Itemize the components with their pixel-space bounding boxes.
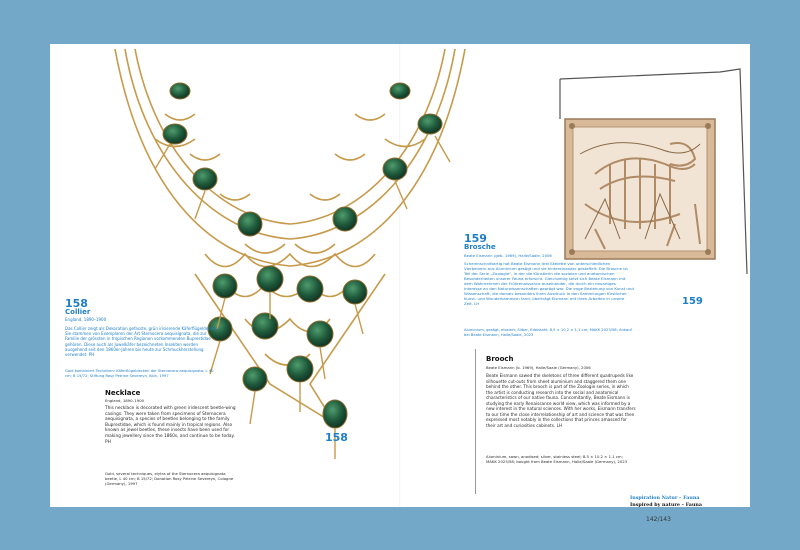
entry-title-en: Necklace (105, 389, 141, 397)
entry-body-de: Scherenschnittartig hat Beate Eismann drei Skelette von unterschiedlichen Vierbeinern aus Aluminium gesägt und sie hintereinander gestaffelt. Die Brosche ist Teil der Serie „Zoologie“, in der die Künstlerin die sozialen und anatomischen Besonderheiten unserer Fauna erforscht. Gleichzeitig setzt sich Beate Eismann mit dem Wahrnehmen der Frührenaissance auseinander, die durch ein neuartiges Interesse an den Naturwissenschaften geprägt war. Die enge Beziehung von Kunst und Wissenschaft, die damals besonders ihren Ausdruck in den Sammlungen fürstlicher Kunst- und Wunderkammern fand, überträgt Eismann mit ihren Arbeiten in unsere Zeit. LH (464, 261, 634, 306)
column-divider (475, 349, 476, 494)
entry-title-de: Brosche (464, 243, 496, 251)
page-folio: 142/143 (646, 516, 671, 523)
entry-title-en: Brooch (486, 355, 514, 363)
running-footer-en: Inspired by nature – Fauna (630, 502, 702, 508)
entry-caption-de: Gold kombiniert Techniken: Käferflügeldecken der Sternocera aequisignata; L 40 cm; B 15/72; Stiftung Rosy Petrine Severeyn, Köln, 1997 (65, 369, 214, 378)
entry-number: 159 (464, 232, 487, 245)
entry-title-de: Collier (65, 308, 91, 316)
image-label: 158 (325, 431, 348, 444)
running-footer-de: Inspiration Natur – Fauna (630, 495, 700, 501)
entry-meta-de: Beate Eismann (geb. 1969), Halle/Saale, 2006 (464, 253, 552, 258)
entry-caption-en: Aluminium, sawn, anodised; silver, stainless steel; 8.5 × 10.2 × 1.1 cm; MAKK 2023/58; bought from Beate Eismann, Halle/Saale (Germany), 2023 (486, 454, 628, 464)
entry-meta-en: Beate Eismann (b. 1969), Halle/Saale (Germany), 2006 (486, 365, 591, 370)
entry-meta-en: England, 1890–1900 (105, 398, 145, 403)
entry-body-en: Beate Eismann sawed the skeletons of three different quadrupeds like silhouette cut-outs from sheet aluminium and staggered them one behind the other. This brooch is part of the Zoologie series, in which the artist is conducting research into the social and anatomical characteristics of our native fauna. Concomitantly, Beate Eismann is studying the early Renaissance world view, which was informed by a new interest in the natural sciences. With her works, Eismann transfers to our time the close interrelationship of art and science that was then expressed most notably in the collections that princes amassed for their art and curiosities cabinets. LH (486, 373, 636, 428)
entry-number: 158 (65, 297, 88, 310)
brooch-image (555, 64, 755, 279)
entry-caption-de: Aluminium, gesägt, eloxiert; Silber, Edelstahl; 8,5 × 10,2 × 1,1 cm; MAKK 2023/58; Ankauf bei Beate Eismann, Halle/Saale, 2023 (464, 328, 632, 337)
entry-body-en: This necklace is decorated with green iridescent beetle-wing casings. They were taken from specimens of Sternocera aequisignata, a species of beetles belonging to the family Buprestidae, which is found mainly in tropical regions. Also known as jewel beetles, these insects have been used for making jewellery since the 1860s, and continue to be today. PH (105, 406, 236, 445)
image-label: 159 (682, 296, 703, 307)
entry-meta-de: England, 1890–1900 (65, 317, 107, 322)
entry-caption-en: Gold, several techniques, elytra of the Sternocera aequisignata beetle, L 40 cm; B 15/72; Donation Rosy Petrine Severeyn, Cologne (Germany), 1997 (105, 471, 234, 486)
book-spread (50, 44, 750, 523)
necklace-image (95, 44, 485, 464)
entry-body-de: Das Collier zeigt als Dekoration gefasste, grün irisierende Käferflügeldecken. Sie stammen von Exemplaren der Art Sternocera aequisignata, die zur Familie der grössten in tropischen Regionen vorkommenden Buprestidae gehören. Diese auch als Juwelkäfer bezeichneten Insekten werden ausgehend seit den 1860er-Jahren bis heute zur Schmuckherstellung verwendet. PH (65, 326, 219, 358)
